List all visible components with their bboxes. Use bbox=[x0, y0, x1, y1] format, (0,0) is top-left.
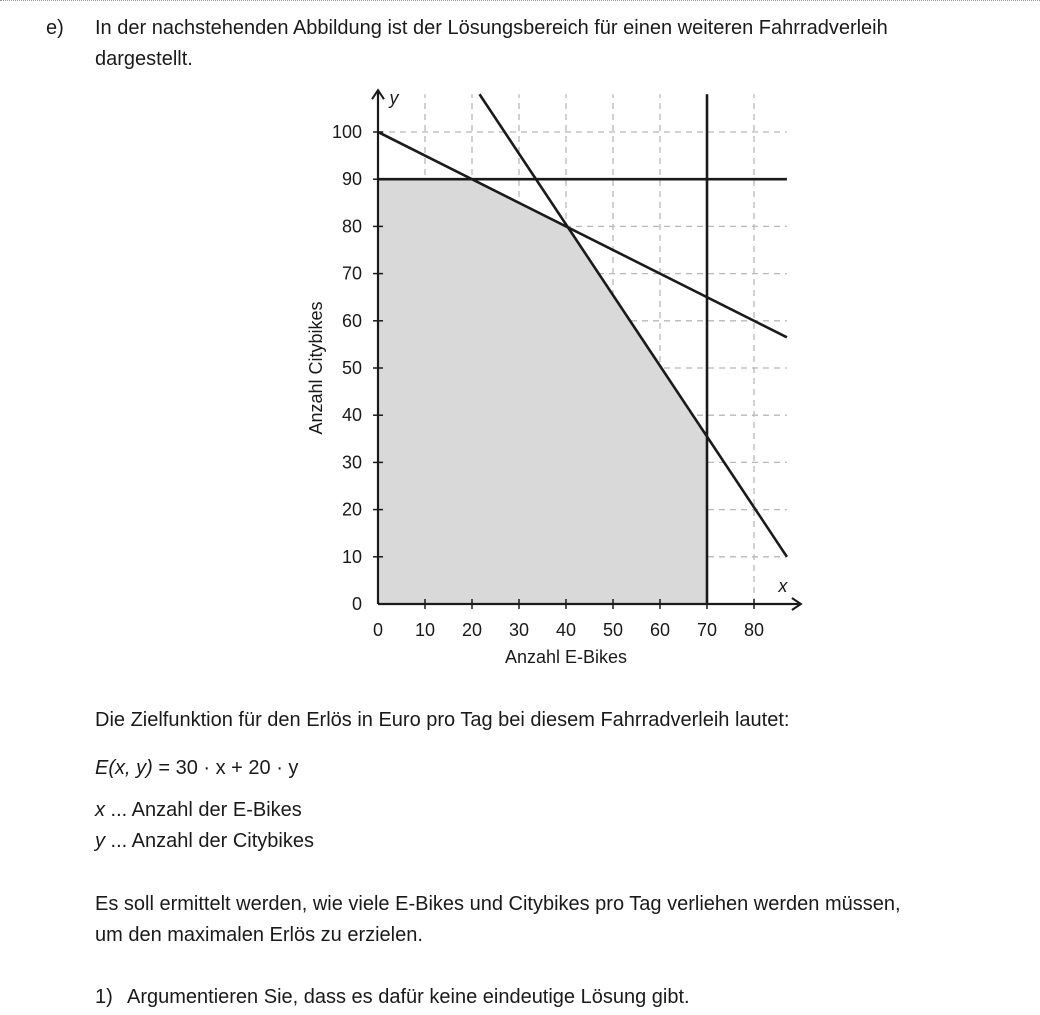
x-tick-label-60: 60 bbox=[649, 620, 671, 640]
intro-text-line1: In der nachstehenden Abbildung ist der Lösungsbereich für einen weiteren Fahrradverleih bbox=[95, 17, 888, 39]
x-tick-label-10: 10 bbox=[414, 620, 436, 640]
y-tick-label-10: 10 bbox=[341, 546, 362, 567]
top-dotted-rule bbox=[0, 0, 1040, 1]
y-tick-label-0: 0 bbox=[351, 594, 362, 614]
y-tick-label-40: 40 bbox=[341, 405, 362, 426]
formula-lhs: E(x, y) bbox=[95, 757, 153, 779]
y-tick-label-60: 60 bbox=[341, 310, 362, 331]
x-tick-label-80: 80 bbox=[743, 620, 765, 640]
y-tick-label-80: 80 bbox=[341, 216, 362, 237]
feasible-region bbox=[378, 179, 707, 604]
objective-formula bbox=[95, 753, 298, 784]
task-label: e) bbox=[46, 17, 64, 39]
var-x-symbol: x bbox=[95, 799, 105, 821]
variable-x-definition bbox=[95, 795, 302, 826]
var-y-symbol: y bbox=[95, 830, 105, 852]
task-text-line1: Es soll ermittelt werden, wie viele E-Bikes und Citybikes pro Tag verliehen werden müssen, bbox=[95, 893, 901, 915]
objective-intro-text: Die Zielfunktion für den Erlös in Euro pro Tag bei diesem Fahrradverleih lautet: bbox=[95, 709, 790, 731]
x-tick-label-0: 0 bbox=[372, 620, 384, 640]
task-text-line2: um den maximalen Erlös zu erzielen. bbox=[95, 924, 423, 946]
feasible-region-polygon bbox=[378, 179, 707, 604]
variable-y-definition bbox=[95, 826, 314, 857]
x-tick-label-20: 20 bbox=[461, 620, 483, 640]
var-x-description: ... Anzahl der E-Bikes bbox=[105, 799, 302, 821]
solution-region-chart bbox=[296, 88, 806, 678]
x-tick-label-70: 70 bbox=[696, 620, 718, 640]
subtask-text: Argumentieren Sie, dass es dafür keine eindeutige Lösung gibt. bbox=[127, 986, 690, 1008]
subtask-number: 1) bbox=[95, 986, 113, 1008]
var-y-description: ... Anzahl der Citybikes bbox=[105, 830, 314, 852]
x-tick-label-30: 30 bbox=[508, 620, 530, 640]
y-tick-label-100: 100 bbox=[331, 122, 362, 142]
x-axis-symbol: x bbox=[778, 576, 788, 596]
x-axis-label: Anzahl E-Bikes bbox=[504, 647, 628, 667]
y-tick-label-20: 20 bbox=[341, 499, 362, 520]
y-axis-label: Anzahl Citybikes bbox=[306, 301, 326, 435]
y-axis-symbol: y bbox=[389, 88, 399, 109]
x-tick-label-40: 40 bbox=[555, 620, 577, 640]
x-tick-label-50: 50 bbox=[602, 620, 624, 640]
intro-text-line2: dargestellt. bbox=[95, 48, 193, 70]
y-tick-label-70: 70 bbox=[341, 263, 362, 284]
formula-rhs: = 30 · x + 20 · y bbox=[152, 757, 299, 779]
y-tick-label-30: 30 bbox=[341, 452, 362, 473]
y-tick-label-50: 50 bbox=[341, 358, 362, 378]
y-tick-label-90: 90 bbox=[341, 169, 362, 190]
